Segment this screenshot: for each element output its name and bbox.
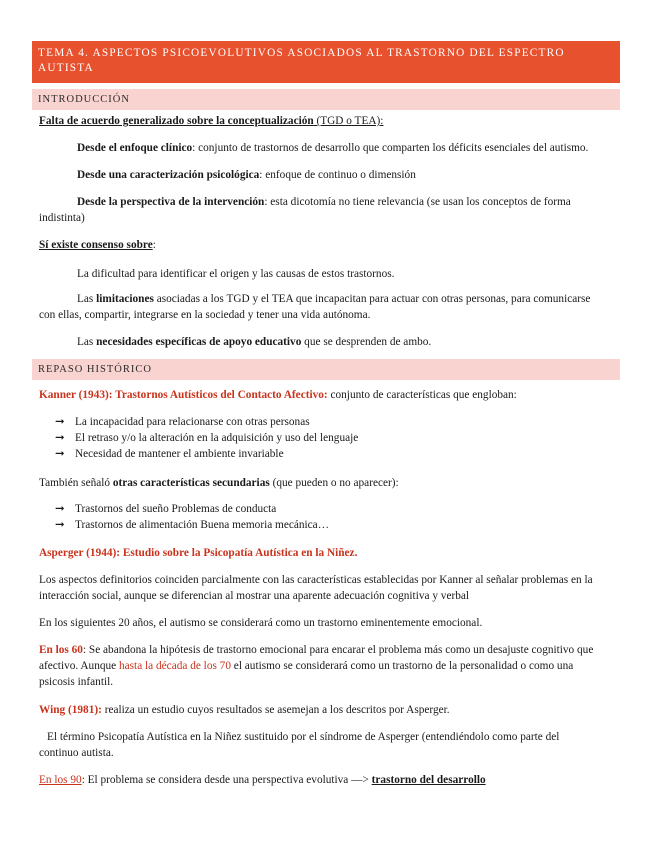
intro-needs [77, 334, 431, 351]
intro-limits-pre: Las [77, 293, 97, 305]
sixties-rest: : Se abandona la hipótesis de trastorno emocional para encarar el problema más como un desajuste cognitivo que [82, 644, 594, 656]
intro-limits-line2: con ellas, compartir, integrarse en la sociedad y tener una vida autónoma. [39, 309, 371, 321]
document-title: TEMA 4. ASPECTOS PSICOEVOLUTIVOS ASOCIADOS AL TRASTORNO DEL ESPECTRO AUTISTA [32, 41, 620, 83]
list-item [55, 446, 284, 463]
arrow-right-icon: ➞ [55, 519, 65, 531]
sixties-label: En los 60 [39, 644, 83, 656]
list-item [55, 430, 358, 447]
intro-psych-bold: Desde una caracterización psicológica [77, 169, 260, 181]
wing-label: Wing (1981): [39, 704, 102, 716]
intro-psych-rest: : enfoque de continuo o dimensión [259, 169, 416, 181]
intro-needs-bold: necesidades específicas de apoyo educativo [96, 336, 302, 348]
list-item-text: Trastornos del sueño Problemas de conducta [75, 503, 277, 515]
intro-limits-bold: limitaciones [96, 293, 154, 305]
section-heading-introduccion: INTRODUCCIÓN [32, 89, 620, 110]
intro-consensus-colon: : [152, 239, 156, 251]
sixties-line3: psicosis infantil. [39, 676, 114, 688]
secondary-bold: otras características secundarias [112, 477, 270, 489]
intro-needs-rest: que se desprenden de ambo. [301, 336, 432, 348]
asperger-line2: interacción social, aunque se diferencian al mostrar una aparente adecuación cognitiva y verbal [39, 590, 470, 602]
list-item [55, 414, 310, 431]
wing-rest: realiza un estudio cuyos resultados se asemejan a los descritos por Asperger. [101, 704, 450, 716]
list-item-text: Trastornos de alimentación Buena memoria mecánica… [75, 519, 329, 531]
intro-lead-bold: Falta de acuerdo generalizado sobre la conceptualización [39, 115, 314, 127]
intro-needs-pre: Las [77, 336, 97, 348]
nineties-bold: trastorno del desarrollo [371, 774, 486, 786]
intro-difficulty: La dificultad para identificar el origen y las causas de estos trastornos. [77, 268, 395, 280]
intro-clinical-bold: Desde el enfoque clínico [77, 142, 193, 154]
term-line2: continuo autista. [39, 747, 114, 759]
intro-limits [77, 291, 590, 308]
list-item [55, 501, 276, 518]
nineties-label: En los 90 [39, 774, 82, 786]
intro-clinical [77, 140, 588, 157]
sixties-line2-rest: el autismo se considerará como un trastorno de la personalidad o como una [230, 660, 574, 672]
intro-clinical-rest: : conjunto de trastornos de desarrollo que comparten los déficits esenciales del autismo. [192, 142, 589, 154]
sixties-line1 [39, 642, 593, 659]
list-item-text: El retraso y/o la alteración en la adquisición y uso del lenguaje [75, 432, 359, 444]
list-item-text: Necesidad de mantener el ambiente invariable [75, 448, 284, 460]
intro-lead [39, 113, 383, 130]
nineties-rest: : El problema se considera desde una perspectiva evolutiva —> [81, 774, 372, 786]
intro-intervention [77, 194, 571, 211]
nineties-paragraph [39, 772, 486, 789]
intro-consensus-label: Sí existe consenso sobre [39, 239, 153, 251]
arrow-right-icon: ➞ [55, 503, 65, 515]
intro-interv-bold: Desde la perspectiva de la intervención [77, 196, 265, 208]
secondary-rest: (que pueden o no aparecer): [269, 477, 399, 489]
sixties-line2 [39, 658, 573, 675]
list-item-text: La incapacidad para relacionarse con otras personas [75, 416, 310, 428]
years20-paragraph: En los siguientes 20 años, el autismo se considerará como un trastorno eminentemente emocional. [39, 617, 483, 629]
kanner-title: Kanner (1943): Trastornos Autísticos del Contacto Afectivo: [39, 389, 328, 401]
sixties-line2-red: hasta la década de los 70 [119, 660, 231, 672]
section-heading-repaso-historico: REPASO HISTÓRICO [32, 359, 620, 380]
arrow-right-icon: ➞ [55, 432, 65, 444]
asperger-line1: Los aspectos definitorios coinciden parcialmente con las características establecidas por Kanner al señalar problemas en la [39, 574, 593, 586]
secondary-pre: También señaló [39, 477, 113, 489]
arrow-right-icon: ➞ [55, 448, 65, 460]
kanner-paragraph [39, 387, 517, 404]
term-line1: El término Psicopatía Autística en la Niñez sustituido por el síndrome de Asperger (entendiéndolo como parte del [47, 731, 560, 743]
intro-limits-rest: asociadas a los TGD y el TEA que incapacitan para actuar con otras personas, para comunicarse [153, 293, 591, 305]
kanner-rest: conjunto de características que engloban: [327, 389, 517, 401]
secondary-paragraph [39, 475, 399, 492]
wing-paragraph [39, 702, 450, 719]
asperger-title: Asperger (1944): Estudio sobre la Psicopatía Autística en la Niñez. [39, 547, 358, 559]
intro-psych [77, 167, 416, 184]
intro-lead-rest: (TGD o TEA): [313, 115, 384, 127]
intro-consensus [39, 237, 156, 254]
list-item [55, 517, 329, 534]
arrow-right-icon: ➞ [55, 416, 65, 428]
sixties-line2-pre: afectivo. Aunque [39, 660, 119, 672]
intro-intervention-line2: indistinta) [39, 212, 85, 224]
intro-interv-rest: : esta dicotomía no tiene relevancia (se usan los conceptos de forma [264, 196, 571, 208]
